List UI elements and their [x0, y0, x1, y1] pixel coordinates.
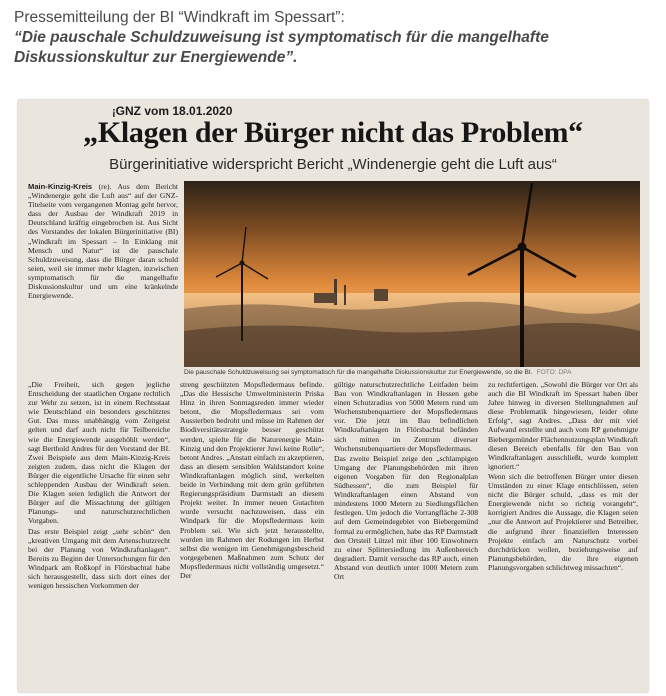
article-column-4 — [488, 380, 638, 686]
article-paragraph: „Die Freiheit, sich gegen jegliche Entscheidung der staatlichen Organe rechtlich zur Wehr zu setzen, ist in einem Rechtsstaat wie Deutschland ein besonders geschütztes Gut. Das muss unabhängig vom Zeitgeist gelten und darf auch nicht für Teilbereiche wie die Energiewende ausgehöhlt werden“, sagt Berthold Andres für den Vorstand der BI. Zwei Beispiele aus dem Main-Kinzig-Kreis zeigten zudem, dass nicht die Klagen der Bürger die eigentliche Ursache für einen sehr schleppenden Ausbau der Windkraft seien. Die Klagen seien lediglich die Antwort der Bürger auf die Missachtung der gültigen Planungs- und naturschutzrechtlichen Vorgaben. — [28, 380, 170, 526]
article-paragraph: streng geschützten Mopsfledermaus befinde. „Das die Hessische Umweltministerin Priska Hinz in ihren Sonntagsreden immer wieder betont, die Mopsfledermaus sei vom Aussterben bedroht und müsse im Rahmen der Biodiversitätsstrategie besser geschützt werden, spielte für die Naturenergie Main-Kinzig und den Projektierer Juwi keine Rolle“, betont Andres. „Anstatt einfach zu akzeptieren, dass an diesem sensiblen Waldstandort keine Windkraftanlagen möglich sind, werkelten beide in Verbindung mit dem grün geführten Regierungspräsidium Darmstadt an diesem Projekt weiter. In immer neuen Gutachten wurde versucht nachzuweisen, dass ein Windpark für die Mopsfledermaus kein Problem sei. Wie sich jetzt herausstellte, wurden im Rahmen der Rodungen im Herbst selbst die wenigen im Genehmigungsbescheid vorgegebenen Maßnahmen zum Schutz der Mopsfledermaus nicht vollständig umgesetzt.“ Der — [180, 380, 324, 580]
newspaper-clipping[interactable] — [18, 100, 648, 692]
article-paragraph: Wenn sich die betroffenen Bürger unter diesen Umständen zu einer Klage entschlössen, seien nicht die Bürger schuld, „dass es mit der Energiewende nicht so richtig vorangeht“, korrigiert Andres die Aussage, die Klagen seien „nur die Antwort auf Projektierer und Betreiber, die aufgrund ihrer finanziellen Interessen Projekte einfach am Naturschutz vorbei durchdrücken wollen, beziehungsweise auf Planungsbehörden, die ihre eigenen Planungsvorgaben schlichtweg missachten“. — [488, 471, 638, 572]
source-label: GNZ vom 18.01.2020 — [115, 104, 233, 118]
wind-turbine-sunset-image — [184, 181, 640, 367]
press-release-header — [14, 8, 654, 68]
wind-turbine-photo — [184, 181, 640, 367]
article-paragraph: Das erste Beispiel zeigt „sehr schön“ den „kreativen Umgang mit dem Artenschutzrecht bei der Planung von Windkraftanlagen“. Bereits zu Beginn der Untersuchungen für den Windpark am Roßkopf in Flörsbachtal habe sich herausgestellt, dass sich dort eines der wenigen hessischen Vorkommen der — [28, 526, 170, 591]
article-paragraph: Das zweite Beispiel zeige den „schlampigen Umgang der Planungsbehörden mit ihren eigenen Vorgaben für den Regionalplan Südhessen“, die zum Beispiel für Windkraftanlagen einen Abstand von mindestens 1000 Metern zu Siedlungsflächen festlegen. Um jedoch die Vorrangfläche 2-308 auf dem Gemeindegebiet von Biebergemünd formal zu ermöglichen, habe das RP Darmstadt den Ortsteil Lützel mit über 100 Einwohnern zu einer Splittersiedlung im Außenbereich degradiert. Damit versuche das RP auch, einen Abstand von deutlich unter 1000 Metern zum Ort — [334, 453, 478, 581]
article-dateline: Main-Kinzig-Kreis — [28, 182, 93, 191]
article-lead-text: (re). Aus dem Bericht „Windenergie geht die Luft aus“ auf der GNZ-Titelseite vom vergangenen Montag geht hervor, dass der Ausbau der Windkraft 2019 in Deutschland kräftig eingebrochen ist. Aus Sicht des Vorstandes der lokalen Bürgerinitiative (BI) „Windkraft im Spessart – In Einklang mit Mensch und Natur“ ist die pauschale Schuldzuweisung, dass die Bürger daran schuld seien, weil sie immer mehr klagten, inzwischen symptomatisch für die mangelhafte Diskussionskultur und um eine kränkelnde Energiewende. — [28, 182, 178, 301]
article-paragraph: gültige naturschutzrechtliche Leitfaden beim Bau von Windkraftanlagen in Hessen gebe einen Schutzradius von 5000 Metern rund um Wochenstubenquartiere der Mopsfledermaus vor. Die jetzt im Bau befindlichen Windkraftanlagen in Flörsbachtal befänden sich mitten im Zentrum diverser Wochenstubenquartiere der Mopsfledermaus. — [334, 380, 478, 453]
press-release-title: Pressemitteilung der BI “Windkraft im Spessart”: — [14, 9, 345, 26]
article-column-1 — [28, 380, 170, 686]
article-column-3 — [334, 380, 478, 686]
photo-caption-text: Die pauschale Schuldzuweisung sei symptomatisch für die mangelhafte Diskussionskultur zur Energiewende, so die BI. — [184, 369, 533, 376]
article-headline: „Klagen der Bürger nicht das Problem“ — [83, 116, 583, 149]
press-release-quote-line-2: Diskussionskultur zur Energiewende”. — [14, 49, 298, 66]
photo-credit: FOTO: DPA — [536, 369, 572, 376]
article-subheadline: Bürgerinitiative widerspricht Bericht „Windenergie geht die Luft aus“ — [109, 156, 557, 173]
article-paragraph: zu rechtfertigen. „Sowohl die Bürger vor Ort als auch die BI Windkraft im Spessart haben über Jahre hinweg in diversen Stellungnahmen auf diese Problematik hingewiesen, leider ohne Erfolg“, sagt Andres. „Dass der mit viel Aufwand erstellte und auch vom RP genehmigte Biebergemünder Flächennutzungsplan Windkraft diesen Bereich ebenfalls für den Bau von Windkraftanlagen ausschließt, wurde komplett ignoriert.“ — [488, 380, 638, 471]
article-column-2 — [180, 380, 324, 686]
photo-caption — [184, 369, 640, 376]
article-lead — [28, 182, 178, 368]
press-release-quote-line-1: “Die pauschale Schuldzuweisung ist symptomatisch für die mangelhafte — [14, 29, 549, 46]
source-mark: ¡ — [112, 106, 116, 118]
